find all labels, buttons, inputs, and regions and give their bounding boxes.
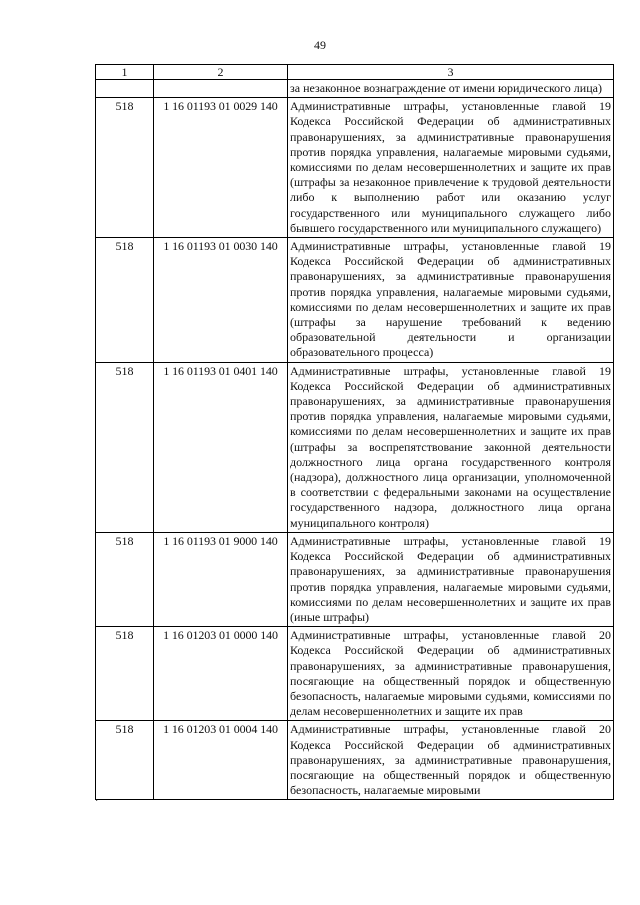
table-row (96, 362, 614, 532)
kbk-code-cell: 1 16 01193 01 9000 140 (154, 532, 288, 626)
kbk-code-cell: 1 16 01193 01 0401 140 (154, 362, 288, 532)
description-cell: Административные штрафы, установленные главой 19 Кодекса Российской Федерации об административных правонарушениях, за административные правонарушения против порядка управления, налагаемые мировыми судьями, комиссиями по делам несовершеннолетних и защите их прав (штрафы за нарушение требований к ведению образовательной деятельности и организации образовательного процесса) (288, 238, 614, 363)
kbk-code-cell: 1 16 01203 01 0004 140 (154, 721, 288, 800)
table-header-row (96, 65, 614, 80)
table-row (96, 98, 614, 238)
admin-code-cell: 518 (96, 98, 154, 238)
kbk-code-cell: 1 16 01193 01 0029 140 (154, 98, 288, 238)
description-cell: Административные штрафы, установленные главой 19 Кодекса Российской Федерации об административных правонарушениях, за административные правонарушения против порядка управления, налагаемые мировыми судьями, комиссиями по делам несовершеннолетних и защите их прав (иные штрафы) (288, 532, 614, 626)
table-row (96, 721, 614, 800)
description-cell: Административные штрафы, установленные главой 20 Кодекса Российской Федерации об административных правонарушениях, за административные правонарушения, посягающие на общественный порядок и общественную безопасность, налагаемые мировыми судьями, комиссиями по делам несовершеннолетних и защите их прав (288, 627, 614, 721)
description-cell: Административные штрафы, установленные главой 19 Кодекса Российской Федерации об административных правонарушениях, за административные правонарушения против порядка управления, налагаемые мировыми судьями, комиссиями по делам несовершеннолетних и защите их прав (штрафы за воспрепятствование законной деятельности должностного лица органа государственного контроля (надзора), должностного лица организации, уполномоченной в соответствии с федеральными законами на осуществление государственного надзора, должностного лица органа муниципального контроля) (288, 362, 614, 532)
header-col-1: 1 (96, 65, 154, 80)
admin-code-cell: 518 (96, 721, 154, 800)
admin-code-cell: 518 (96, 362, 154, 532)
admin-code-cell (96, 80, 154, 98)
kbk-code-cell: 1 16 01193 01 0030 140 (154, 238, 288, 363)
kbk-code-cell: 1 16 01203 01 0000 140 (154, 627, 288, 721)
scan-artifact-mark: · (95, 796, 99, 807)
table-row (96, 627, 614, 721)
table-row (96, 238, 614, 363)
admin-code-cell: 518 (96, 532, 154, 626)
description-cell: за незаконное вознаграждение от имени юридического лица) (288, 80, 614, 98)
admin-code-cell: 518 (96, 238, 154, 363)
table-row (96, 532, 614, 626)
budget-classification-table (95, 64, 614, 800)
header-col-3: 3 (288, 65, 614, 80)
admin-code-cell: 518 (96, 627, 154, 721)
description-cell: Административные штрафы, установленные главой 20 Кодекса Российской Федерации об административных правонарушениях, за административные правонарушения, посягающие на общественный порядок и общественную безопасность, налагаемые мировыми (288, 721, 614, 800)
description-cell: Административные штрафы, установленные главой 19 Кодекса Российской Федерации об административных правонарушениях, за административные правонарушения против порядка управления, налагаемые мировыми судьями, комиссиями по делам несовершеннолетних и защите их прав (штрафы за незаконное привлечение к трудовой деятельности либо к выполнению работ или оказанию услуг государственного или муниципального служащего либо бывшего государственного или муниципального служащего) (288, 98, 614, 238)
header-col-2: 2 (154, 65, 288, 80)
kbk-code-cell (154, 80, 288, 98)
table-row (96, 80, 614, 98)
page-number: 49 (314, 38, 326, 52)
